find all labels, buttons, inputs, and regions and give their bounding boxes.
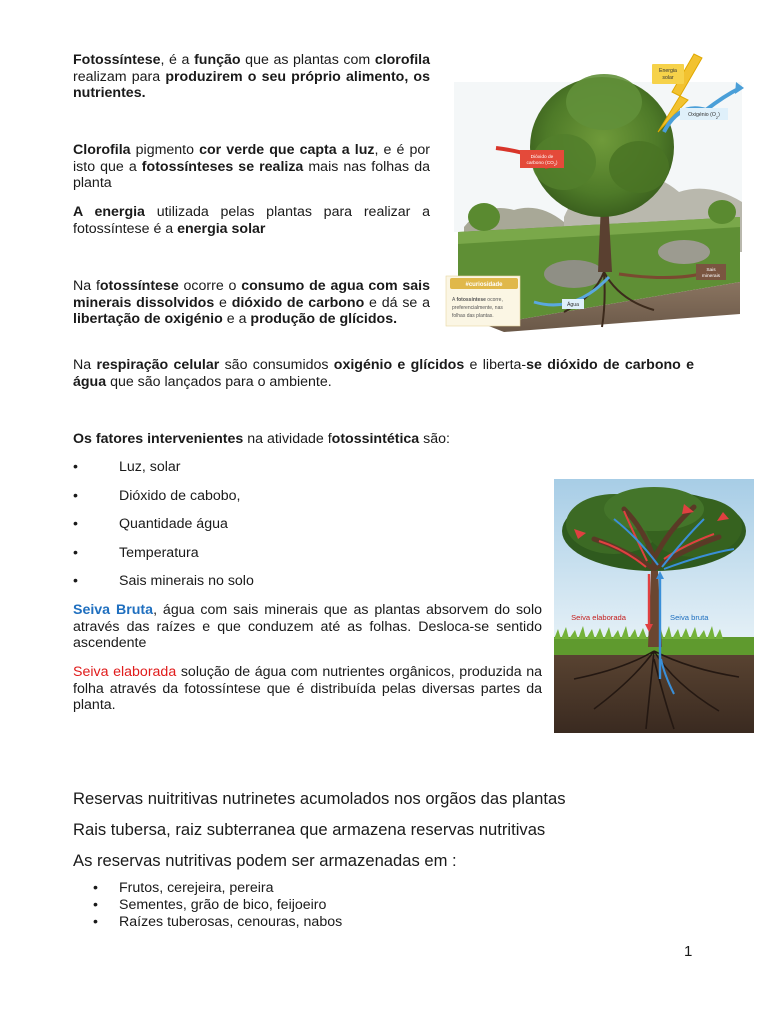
list-item-text: Sais minerais no solo — [119, 573, 254, 589]
curio-run: A — [452, 297, 457, 303]
text-run: Na f — [73, 278, 100, 294]
paragraph-seiva-elaborada — [73, 664, 542, 714]
seiva-elaborada-label: Seiva elaborada — [571, 613, 626, 622]
list-item-text: Temperatura — [119, 545, 199, 561]
sais-label: minerais — [701, 274, 721, 279]
text-run: e a — [222, 311, 251, 328]
text-run: ocorre o — [178, 278, 242, 294]
energia-label: Energia — [659, 68, 677, 74]
text-run: clorofila — [374, 52, 430, 68]
text-run: produção de glícidos. — [250, 311, 398, 328]
text-run: e — [214, 294, 232, 311]
bullet-icon: • — [73, 545, 78, 561]
sap-flow-illustration — [554, 479, 754, 733]
curio-run: ocorre, — [485, 297, 503, 303]
paragraph-factors-heading — [73, 431, 573, 448]
dioxido-label: Dióxido de — [530, 155, 554, 160]
text-run: pigmento — [130, 142, 200, 158]
dioxido-label — [526, 160, 557, 167]
text-run: consumo de agua com sais minerais dissolvidos — [73, 278, 430, 311]
dioxido-paren: ) — [555, 161, 558, 166]
text-run: realizam para — [73, 68, 166, 85]
text-run: A energia — [73, 204, 145, 220]
rock — [658, 240, 710, 264]
list-item-text: Sementes, grão de bico, feijoeiro — [119, 897, 327, 913]
small-tree — [468, 203, 500, 231]
text-run: otossíntese — [99, 278, 179, 294]
list-item-text: Luz, solar — [119, 459, 181, 475]
curio-run: fotossíntese — [456, 297, 486, 303]
text-run: na atividade f — [243, 431, 332, 447]
text-run: cor verde que capta a luz — [199, 142, 375, 158]
text-run: Clorofila — [73, 142, 131, 158]
reserves-line-2: Rais tubersa, raiz subterranea que armazena reservas nutritivas — [73, 820, 546, 839]
list-item-text: Quantidade água — [119, 516, 228, 532]
text-run: se dióxido de carbono e água — [73, 357, 695, 390]
reserves-line-3: As reservas nutritivas podem ser armazenadas em : — [73, 851, 457, 870]
oxigenio-paren: ) — [718, 112, 720, 118]
seiva-bruta-label: Seiva bruta — [670, 613, 709, 622]
bullet-icon: • — [73, 488, 78, 504]
energia-label-bg — [652, 64, 684, 84]
tree-crown — [566, 74, 642, 130]
text-run: , água com sais minerais que as plantas absorvem do solo através das raízes e que conduzem até as folhas. Desloca-se sentido ascendente — [73, 602, 542, 652]
bullet-icon: • — [73, 516, 78, 532]
text-run: libertação de oxigénio — [73, 311, 223, 328]
paragraph-cellular-respiration — [73, 357, 694, 390]
curiosidade-text — [452, 297, 503, 303]
bullet-icon: • — [73, 459, 78, 475]
paragraph-photosynthesis-process — [73, 278, 430, 328]
text-run: energia solar — [177, 220, 266, 237]
text-run: dióxido de carbono — [231, 294, 365, 311]
sais-label: Sais — [706, 268, 716, 273]
curiosidade-tag: #curiosidade — [465, 282, 503, 288]
list-item-text: Frutos, cerejeira, pereira — [119, 880, 274, 896]
text-run: que as plantas com — [240, 52, 375, 68]
photosynthesis-illustration — [444, 52, 744, 332]
list-item-text: Dióxido de cabobo, — [119, 488, 241, 504]
text-run: que são lançados para o ambiente. — [106, 373, 332, 390]
seiva-bruta-term: Seiva Bruta — [73, 602, 154, 618]
oxigenio-text: Oxigénio (O — [688, 112, 716, 118]
dioxido-text: carbono (CO — [526, 161, 554, 166]
text-run: , e é por isto que a — [73, 142, 430, 175]
text-run: produzirem o seu próprio alimento, os nutrientes. — [73, 68, 430, 102]
sap-flow-illustration-svg — [554, 479, 754, 733]
text-run: solução de água com nutrientes orgânicos, produzida na folha através da fotossíntese que é distribuída pelas diversas partes da planta. — [73, 664, 543, 714]
dioxido-subscript: 2 — [553, 163, 556, 167]
bullet-icon: • — [93, 880, 98, 896]
bullet-icon: • — [93, 914, 98, 930]
reserves-line-1: Reservas nuitritivas nutrinetes acumolados nos orgãos das plantas — [73, 789, 566, 808]
curiosidade-text: preferencialmente, nas — [452, 305, 503, 311]
soil-area — [554, 651, 754, 733]
text-run: mais nas folhas da planta — [73, 158, 430, 192]
paragraph-chlorophyll — [73, 142, 430, 192]
oxigenio-subscript: 2 — [715, 114, 719, 120]
text-run: otossintética — [331, 431, 420, 447]
paragraph-energy — [73, 204, 430, 237]
text-run: Na — [73, 357, 97, 373]
rock — [544, 260, 604, 288]
curiosidade-text: folhas das plantas. — [452, 313, 494, 319]
text-run: , é a — [160, 52, 195, 68]
tree-crown — [609, 141, 669, 193]
small-tree — [708, 200, 736, 224]
text-run: fotossínteses se realiza — [141, 158, 304, 175]
page-number: 1 — [684, 943, 693, 960]
text-run: utilizada pelas plantas para realizar a fotossíntese é a — [73, 204, 430, 237]
paragraph-seiva-bruta — [73, 602, 542, 652]
text-run: são consumidos — [219, 357, 334, 373]
text-run: respiração celular — [96, 357, 220, 373]
text-run: função — [194, 52, 241, 68]
bullet-icon: • — [73, 573, 78, 589]
list-item-text: Raízes tuberosas, cenouras, nabos — [119, 914, 343, 930]
text-run: oxigénio e glícidos — [333, 357, 465, 373]
paragraph-photosynthesis-definition — [73, 52, 430, 102]
text-run: são: — [419, 431, 450, 447]
energia-label: solar — [662, 75, 674, 81]
text-run: e dá se a — [364, 294, 430, 311]
agua-label: Água — [566, 302, 580, 308]
text-run: Fotossíntese — [73, 52, 161, 68]
seiva-elaborada-term: Seiva elaborada — [73, 664, 177, 680]
bullet-icon: • — [93, 897, 98, 913]
photosynthesis-illustration-svg — [444, 52, 744, 332]
text-run: e liberta- — [464, 357, 527, 373]
text-run: Os fatores intervenientes — [73, 431, 244, 447]
